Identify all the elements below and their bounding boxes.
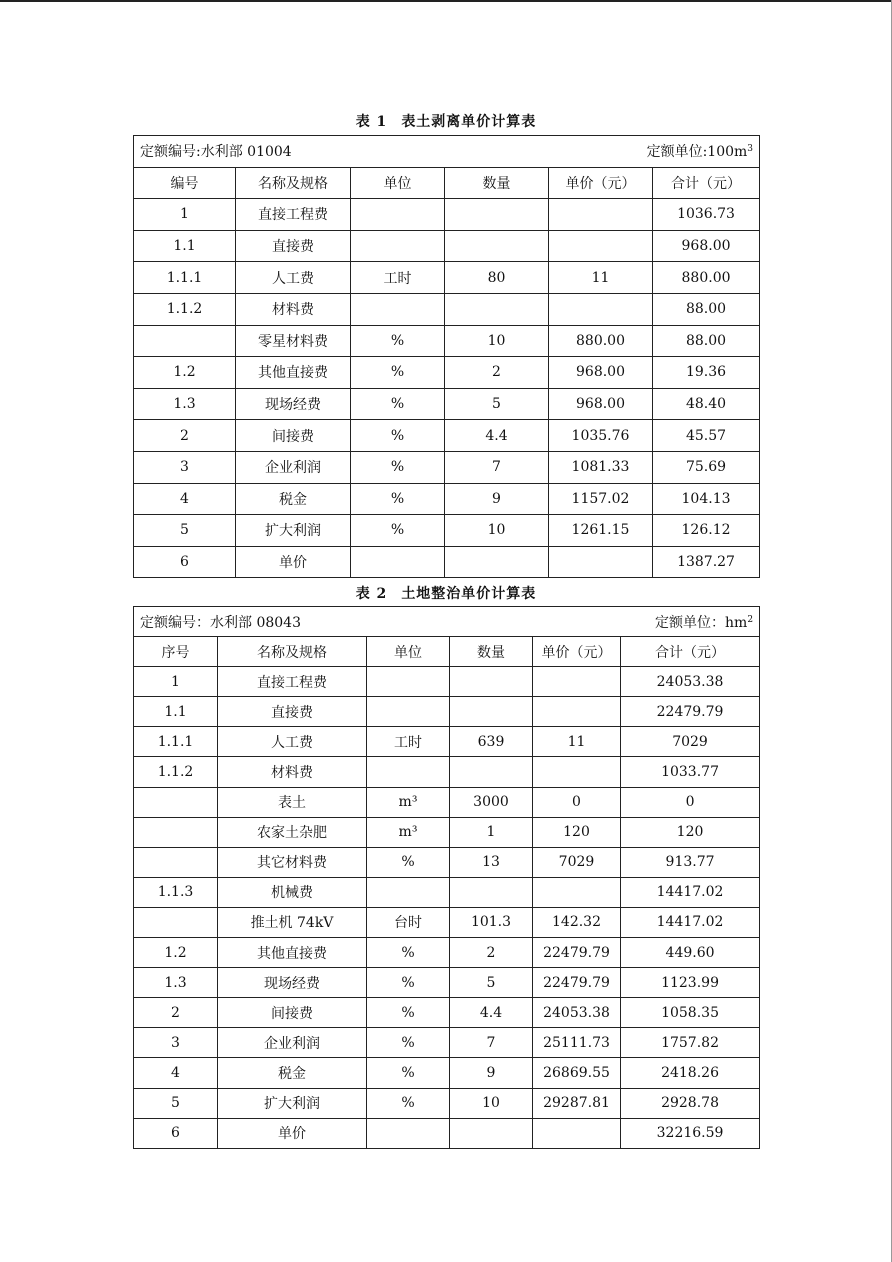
table2-cell-unit: % bbox=[367, 1088, 450, 1118]
table1-cell-name: 直接工程费 bbox=[236, 199, 351, 231]
table1-cell-unit: % bbox=[351, 515, 445, 547]
table2-cell-unit: 台时 bbox=[367, 907, 450, 937]
table2-cell-qty: 4.4 bbox=[450, 998, 533, 1028]
table2-cell-name: 直接工程费 bbox=[218, 667, 367, 697]
table2-cell-name: 单价 bbox=[218, 1118, 367, 1148]
table2-cell-code bbox=[134, 847, 218, 877]
table1-cell-total: 19.36 bbox=[653, 357, 760, 389]
table2-cell-qty: 13 bbox=[450, 847, 533, 877]
table1-cell-total: 88.00 bbox=[653, 325, 760, 357]
table2-cell-code: 1.1.2 bbox=[134, 757, 218, 787]
table1-cell-name: 零星材料费 bbox=[236, 325, 351, 357]
table2-cell-qty bbox=[450, 757, 533, 787]
table1-cell-unit: % bbox=[351, 325, 445, 357]
table-row bbox=[134, 998, 760, 1028]
table2-cell-code: 3 bbox=[134, 1028, 218, 1058]
table2-cell-qty: 9 bbox=[450, 1058, 533, 1088]
table-row bbox=[134, 230, 760, 262]
table1-cell-name: 直接费 bbox=[236, 230, 351, 262]
table2-cell-qty: 10 bbox=[450, 1088, 533, 1118]
table2-cell-qty bbox=[450, 667, 533, 697]
table2-quota-no: 定额编号：水利部 08043 bbox=[140, 614, 301, 631]
table-row bbox=[134, 1028, 760, 1058]
table2-cell-total: 2418.26 bbox=[621, 1058, 760, 1088]
table1-cell-total: 1036.73 bbox=[653, 199, 760, 231]
table1-cell-qty: 2 bbox=[445, 357, 549, 389]
table1-cell-total: 968.00 bbox=[653, 230, 760, 262]
table1-cell-qty: 7 bbox=[445, 451, 549, 483]
table2-header-price: 单价（元） bbox=[533, 637, 621, 667]
table1-cell-total: 45.57 bbox=[653, 420, 760, 452]
table2-cell-total: 120 bbox=[621, 817, 760, 847]
table2-header-total: 合计（元） bbox=[621, 637, 760, 667]
table1-header-total: 合计（元） bbox=[653, 167, 760, 199]
table1-cell-code: 5 bbox=[134, 515, 236, 547]
table1-cell-price bbox=[549, 293, 653, 325]
table1-cell-price bbox=[549, 199, 653, 231]
table2-cell-name: 农家土杂肥 bbox=[218, 817, 367, 847]
table1-cell-total: 126.12 bbox=[653, 515, 760, 547]
table1-cell-qty bbox=[445, 293, 549, 325]
table1-quota-unit-sup: 3 bbox=[747, 144, 754, 155]
table1-cell-price: 1081.33 bbox=[549, 451, 653, 483]
table2-title bbox=[133, 583, 759, 603]
table2-cell-unit: % bbox=[367, 1028, 450, 1058]
table2-title-text: 土地整治单价计算表 bbox=[401, 586, 537, 602]
table2-cell-total: 2928.78 bbox=[621, 1088, 760, 1118]
table2-cell-unit: m³ bbox=[367, 817, 450, 847]
table1-cell-name: 扩大利润 bbox=[236, 515, 351, 547]
table2-cell-price: 22479.79 bbox=[533, 968, 621, 998]
table1-meta-row bbox=[134, 136, 760, 168]
table1-cell-qty bbox=[445, 546, 549, 578]
table-row bbox=[134, 325, 760, 357]
table-row bbox=[134, 877, 760, 907]
table2 bbox=[133, 606, 760, 1149]
table1-quota-unit-wrap bbox=[647, 141, 753, 161]
table1-cell-code: 1.1.1 bbox=[134, 262, 236, 294]
table2-header-qty: 数量 bbox=[450, 637, 533, 667]
table2-cell-qty: 101.3 bbox=[450, 907, 533, 937]
table1-cell-name: 材料费 bbox=[236, 293, 351, 325]
table-row bbox=[134, 199, 760, 231]
table-row bbox=[134, 357, 760, 389]
table1-cell-unit bbox=[351, 546, 445, 578]
table1-cell-name: 税金 bbox=[236, 483, 351, 515]
table2-cell-total: 22479.79 bbox=[621, 697, 760, 727]
table-row bbox=[134, 787, 760, 817]
table1-quota-unit: 定额单位:100m bbox=[646, 144, 748, 161]
table1-title-prefix: 表 1 bbox=[355, 114, 388, 130]
table2-cell-price: 24053.38 bbox=[533, 998, 621, 1028]
table-row bbox=[134, 727, 760, 757]
table2-cell-name: 税金 bbox=[218, 1058, 367, 1088]
table1-title-text: 表土剥离单价计算表 bbox=[401, 114, 537, 130]
table-row bbox=[134, 546, 760, 578]
table1-title bbox=[133, 111, 759, 131]
table2-cell-unit bbox=[367, 757, 450, 787]
table2-cell-total: 7029 bbox=[621, 727, 760, 757]
table1-cell-code: 1 bbox=[134, 199, 236, 231]
table2-cell-unit: 工时 bbox=[367, 727, 450, 757]
table1-cell-price: 968.00 bbox=[549, 357, 653, 389]
table1-cell-code: 1.3 bbox=[134, 388, 236, 420]
table2-cell-price bbox=[533, 667, 621, 697]
table2-cell-price: 0 bbox=[533, 787, 621, 817]
table1-header-row bbox=[134, 167, 760, 199]
table2-cell-qty: 639 bbox=[450, 727, 533, 757]
table1-cell-qty: 80 bbox=[445, 262, 549, 294]
table1-cell-qty bbox=[445, 199, 549, 231]
table1-header-name: 名称及规格 bbox=[236, 167, 351, 199]
table2-cell-price bbox=[533, 697, 621, 727]
table2-cell-total: 913.77 bbox=[621, 847, 760, 877]
table2-meta-cell bbox=[134, 607, 760, 637]
table2-cell-price: 22479.79 bbox=[533, 938, 621, 968]
table1-cell-name: 企业利润 bbox=[236, 451, 351, 483]
table1-cell-name: 间接费 bbox=[236, 420, 351, 452]
table-row bbox=[134, 847, 760, 877]
table2-cell-name: 间接费 bbox=[218, 998, 367, 1028]
table-row bbox=[134, 420, 760, 452]
table2-title-prefix: 表 2 bbox=[355, 586, 388, 602]
table2-cell-name: 材料费 bbox=[218, 757, 367, 787]
table-row bbox=[134, 907, 760, 937]
table2-cell-code: 4 bbox=[134, 1058, 218, 1088]
table-row bbox=[134, 817, 760, 847]
table1-cell-unit: % bbox=[351, 451, 445, 483]
table1-cell-code: 6 bbox=[134, 546, 236, 578]
table1-cell-price bbox=[549, 546, 653, 578]
table1-cell-qty: 10 bbox=[445, 325, 549, 357]
table2-cell-qty: 1 bbox=[450, 817, 533, 847]
table2-cell-total: 32216.59 bbox=[621, 1118, 760, 1148]
table1-cell-qty: 10 bbox=[445, 515, 549, 547]
table1-header-unit: 单位 bbox=[351, 167, 445, 199]
table2-cell-qty: 7 bbox=[450, 1028, 533, 1058]
table2-cell-name: 其它材料费 bbox=[218, 847, 367, 877]
table2-quota-unit: 定额单位：hm bbox=[655, 614, 748, 631]
table1-cell-name: 现场经费 bbox=[236, 388, 351, 420]
table1-cell-code bbox=[134, 325, 236, 357]
table-row bbox=[134, 483, 760, 515]
table2-cell-code: 1.2 bbox=[134, 938, 218, 968]
table2-cell-unit: % bbox=[367, 847, 450, 877]
table2-cell-total: 1058.35 bbox=[621, 998, 760, 1028]
table2-cell-name: 扩大利润 bbox=[218, 1088, 367, 1118]
table1-header-price: 单价（元） bbox=[549, 167, 653, 199]
table2-cell-name: 表土 bbox=[218, 787, 367, 817]
table1-cell-unit: % bbox=[351, 388, 445, 420]
table2-cell-name: 现场经费 bbox=[218, 968, 367, 998]
table-row bbox=[134, 1118, 760, 1148]
table1-quota-no: 定额编号:水利部 01004 bbox=[140, 144, 292, 161]
table2-cell-price: 142.32 bbox=[533, 907, 621, 937]
table2-cell-code bbox=[134, 817, 218, 847]
table2-cell-qty bbox=[450, 1118, 533, 1148]
table2-quota-unit-wrap bbox=[655, 612, 753, 632]
table2-header-row bbox=[134, 637, 760, 667]
table1-cell-code: 4 bbox=[134, 483, 236, 515]
table2-quota-unit-sup: 2 bbox=[747, 614, 754, 625]
table2-cell-code: 1.3 bbox=[134, 968, 218, 998]
table2-cell-qty: 2 bbox=[450, 938, 533, 968]
table-row bbox=[134, 515, 760, 547]
table2-cell-code: 2 bbox=[134, 998, 218, 1028]
table2-cell-code: 5 bbox=[134, 1088, 218, 1118]
table1-cell-price: 1157.02 bbox=[549, 483, 653, 515]
table-row bbox=[134, 938, 760, 968]
table2-cell-price bbox=[533, 877, 621, 907]
table2-cell-total: 1123.99 bbox=[621, 968, 760, 998]
table2-cell-code: 1.1.3 bbox=[134, 877, 218, 907]
table1-cell-qty bbox=[445, 230, 549, 262]
table1-cell-price bbox=[549, 230, 653, 262]
table1-header-code: 编号 bbox=[134, 167, 236, 199]
table1-cell-name: 人工费 bbox=[236, 262, 351, 294]
table-row bbox=[134, 968, 760, 998]
page-top-border bbox=[0, 0, 892, 2]
table2-meta-row bbox=[134, 607, 760, 637]
table1-cell-price: 880.00 bbox=[549, 325, 653, 357]
table2-cell-qty: 5 bbox=[450, 968, 533, 998]
table1-header-qty: 数量 bbox=[445, 167, 549, 199]
table2-cell-total: 449.60 bbox=[621, 938, 760, 968]
table2-cell-name: 人工费 bbox=[218, 727, 367, 757]
table2-cell-price bbox=[533, 1118, 621, 1148]
table2-cell-total: 14417.02 bbox=[621, 907, 760, 937]
table1-cell-price: 1035.76 bbox=[549, 420, 653, 452]
table2-cell-qty: 3000 bbox=[450, 787, 533, 817]
table2-cell-unit bbox=[367, 877, 450, 907]
table-row bbox=[134, 451, 760, 483]
table1-cell-total: 75.69 bbox=[653, 451, 760, 483]
table2-cell-code: 6 bbox=[134, 1118, 218, 1148]
table1-cell-code: 3 bbox=[134, 451, 236, 483]
table-row bbox=[134, 757, 760, 787]
table2-cell-name: 其他直接费 bbox=[218, 938, 367, 968]
table2-cell-total: 1757.82 bbox=[621, 1028, 760, 1058]
table1-cell-code: 1.2 bbox=[134, 357, 236, 389]
table1-cell-code: 1.1 bbox=[134, 230, 236, 262]
table-row bbox=[134, 293, 760, 325]
table2-header-code: 序号 bbox=[134, 637, 218, 667]
table1-cell-total: 104.13 bbox=[653, 483, 760, 515]
table2-cell-unit: % bbox=[367, 1058, 450, 1088]
table2-cell-qty bbox=[450, 697, 533, 727]
table2-header-unit: 单位 bbox=[367, 637, 450, 667]
table2-cell-unit bbox=[367, 667, 450, 697]
table1-cell-name: 其他直接费 bbox=[236, 357, 351, 389]
table2-cell-name: 机械费 bbox=[218, 877, 367, 907]
table2-cell-price: 26869.55 bbox=[533, 1058, 621, 1088]
table1-meta-cell bbox=[134, 136, 760, 168]
table1-cell-unit: % bbox=[351, 420, 445, 452]
table1 bbox=[133, 135, 760, 578]
table1-cell-qty: 5 bbox=[445, 388, 549, 420]
table2-cell-name: 直接费 bbox=[218, 697, 367, 727]
table2-cell-code: 1.1 bbox=[134, 697, 218, 727]
table1-cell-code: 2 bbox=[134, 420, 236, 452]
table2-cell-name: 推土机 74kV bbox=[218, 907, 367, 937]
table1-cell-name: 单价 bbox=[236, 546, 351, 578]
table-row bbox=[134, 388, 760, 420]
table2-cell-price: 25111.73 bbox=[533, 1028, 621, 1058]
table2-cell-unit: % bbox=[367, 938, 450, 968]
table-row bbox=[134, 667, 760, 697]
table-row bbox=[134, 1088, 760, 1118]
table-row bbox=[134, 1058, 760, 1088]
table2-cell-code: 1.1.1 bbox=[134, 727, 218, 757]
table2-cell-price bbox=[533, 757, 621, 787]
table2-cell-code bbox=[134, 787, 218, 817]
table2-cell-total: 0 bbox=[621, 787, 760, 817]
table1-cell-total: 880.00 bbox=[653, 262, 760, 294]
table1-cell-unit bbox=[351, 230, 445, 262]
table2-cell-unit bbox=[367, 1118, 450, 1148]
table2-cell-price: 11 bbox=[533, 727, 621, 757]
table1-cell-unit bbox=[351, 293, 445, 325]
table1-cell-unit: 工时 bbox=[351, 262, 445, 294]
table2-header-name: 名称及规格 bbox=[218, 637, 367, 667]
table2-cell-code bbox=[134, 907, 218, 937]
table2-cell-price: 120 bbox=[533, 817, 621, 847]
table2-cell-total: 1033.77 bbox=[621, 757, 760, 787]
table2-cell-unit bbox=[367, 697, 450, 727]
table-row bbox=[134, 262, 760, 294]
table2-cell-unit: m³ bbox=[367, 787, 450, 817]
table2-cell-unit: % bbox=[367, 998, 450, 1028]
table1-cell-qty: 9 bbox=[445, 483, 549, 515]
table-row bbox=[134, 697, 760, 727]
table1-cell-qty: 4.4 bbox=[445, 420, 549, 452]
table2-cell-price: 7029 bbox=[533, 847, 621, 877]
table2-cell-unit: % bbox=[367, 968, 450, 998]
table1-cell-price: 11 bbox=[549, 262, 653, 294]
table2-cell-code: 1 bbox=[134, 667, 218, 697]
table2-cell-total: 24053.38 bbox=[621, 667, 760, 697]
table1-cell-unit bbox=[351, 199, 445, 231]
table2-cell-total: 14417.02 bbox=[621, 877, 760, 907]
table1-cell-unit: % bbox=[351, 483, 445, 515]
table1-cell-price: 968.00 bbox=[549, 388, 653, 420]
table1-cell-code: 1.1.2 bbox=[134, 293, 236, 325]
table2-cell-price: 29287.81 bbox=[533, 1088, 621, 1118]
table1-cell-price: 1261.15 bbox=[549, 515, 653, 547]
table1-cell-total: 48.40 bbox=[653, 388, 760, 420]
table2-cell-name: 企业利润 bbox=[218, 1028, 367, 1058]
table1-cell-unit: % bbox=[351, 357, 445, 389]
table2-cell-qty bbox=[450, 877, 533, 907]
table1-cell-total: 1387.27 bbox=[653, 546, 760, 578]
table1-cell-total: 88.00 bbox=[653, 293, 760, 325]
